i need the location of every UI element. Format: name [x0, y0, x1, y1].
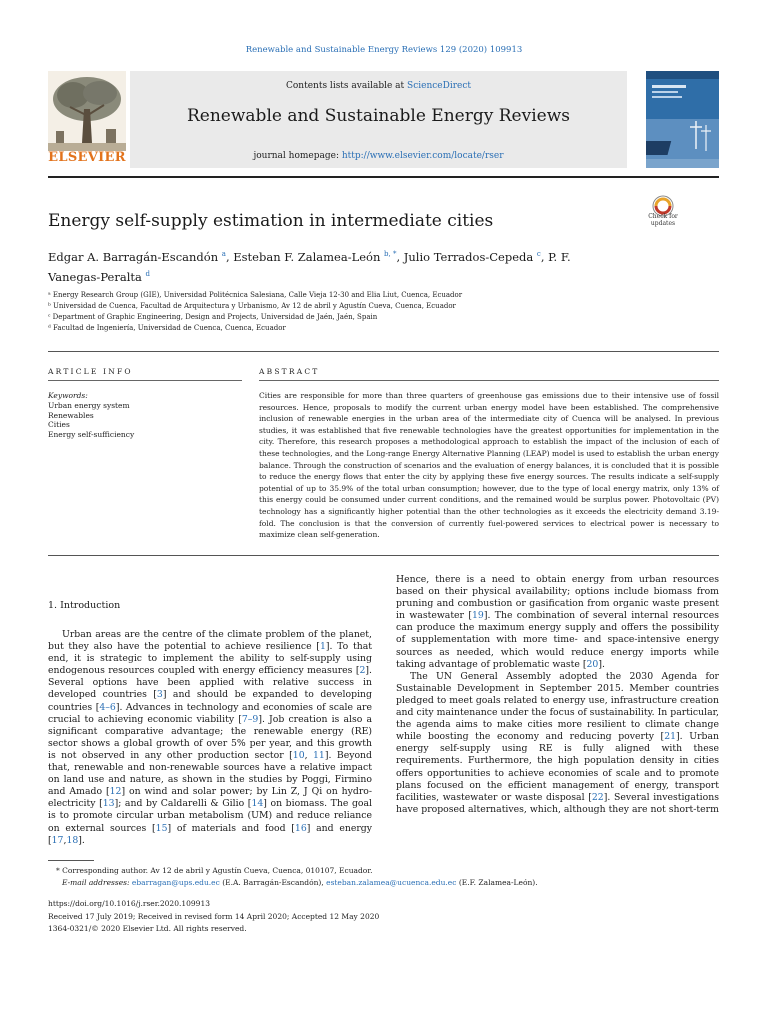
email-owner: (E.F. Zalamea-León).: [456, 878, 538, 887]
body-paragraph: Urban areas are the centre of the climate problem of the planet, but they also have the potential to achieve resilience [1]. To that end, it is strategic to implement the ability to self-supply using endogenous resources coupled with energy efficiency measures [2]. Several options have been applied with relative success in developed countries [3] and should be expanded to developing countries [4–6]. Advances in technology and economies of scale are crucial to achieving economic viability [7–9]. Job creation is also a significant comparative advantage; the renewable energy (RE) sector shows a global growth of over 5% per year, and this growth is not observed in any other production sector [10, 11]. Beyond that, renewable and non-renewable sources have a relative impact on land use and nature, as shown in the studies by Poggi, Firmino and Amado [12] on wind and solar power; by Lin Z, J Qi on hydro-electricity [13]; and by Caldarelli & Gilio [14] on biomass. The goal is to promote circular urban metabolism (UM) and reduce reliance on external sources [15] of materials and food [16] and energy [17,18].: [48, 629, 373, 846]
keyword-item: Renewables: [48, 410, 94, 420]
author-affiliation-marker[interactable]: a: [221, 250, 226, 258]
author-name[interactable]: Edgar A. Barragán-Escandón: [48, 249, 219, 264]
journal-title: Renewable and Sustainable Energy Reviews: [187, 106, 570, 126]
section-heading-introduction: 1. Introduction: [48, 600, 121, 611]
article-title: Energy self-supply estimation in intermediate cities: [48, 211, 494, 231]
abstract-rule: [259, 380, 719, 381]
body-paragraph: Hence, there is a need to obtain energy from urban resources based on their physical availability; options include biomass from pruning and combustion or gasification from organic waste present in wastewater [19]. The combination of several internal resources can produce the maximum energy supply and offers the possibility of supplementation with more time- and space-intensive energy sources as needed, which would reduce energy imports while taking advantage of problematic waste [20].: [396, 574, 719, 670]
journal-reference[interactable]: Renewable and Sustainable Energy Reviews 129 (2020) 109913: [245, 45, 523, 55]
affiliation-d: ᵈ Facultad de Ingeniería, Universidad de Cuenca, Cuenca, Ecuador: [48, 324, 286, 332]
email-link[interactable]: ebarragan@ups.edu.ec: [131, 878, 220, 887]
affiliation-b: ᵇ Universidad de Cuenca, Facultad de Arquitectura y Urbanismo, Av 12 de abril y Agustín Cueva, Cuenca, Ecuador: [48, 302, 456, 310]
publisher-logo-text: ELSEVIER: [48, 150, 126, 165]
keyword-item: Cities: [48, 420, 70, 430]
homepage-link[interactable]: http://www.elsevier.com/locate/rser: [341, 151, 504, 161]
abstract-bottom-divider: [48, 555, 719, 556]
copyright-line: 1364-0321/© 2020 Elsevier Ltd. All rights reserved.: [48, 924, 247, 933]
contents-available-line: [130, 81, 627, 91]
author-name[interactable]: Julio Terrados-Cepeda: [403, 249, 534, 264]
body-column-right: [396, 574, 719, 816]
check-for-updates-label[interactable]: [640, 213, 686, 227]
email-link[interactable]: esteban.zalamea@ucuenca.edu.ec: [326, 878, 457, 887]
received-dates: Received 17 July 2019; Received in revised form 14 April 2020; Accepted 12 May 2020: [48, 912, 380, 921]
body-column-left: [48, 629, 372, 847]
author-affiliation-marker[interactable]: c: [536, 250, 541, 258]
corresponding-author-note: * Corresponding author. Av 12 de abril y Agustín Cueva, Cuenca, 010107, Ecuador.: [56, 866, 373, 875]
keywords-label: Keywords:: [48, 391, 88, 400]
affiliation-c: ᶜ Department of Graphic Engineering, Design and Projects, Universidad de Jaén, Jaén, Spain: [48, 313, 378, 321]
article-info-rule: [48, 380, 242, 381]
section-divider: [48, 351, 719, 352]
author-name[interactable]: Esteban F. Zalamea-León: [233, 249, 381, 264]
sciencedirect-link[interactable]: ScienceDirect: [407, 81, 471, 91]
journal-homepage-line: [130, 151, 627, 161]
keyword-item: Energy self-sufficiency: [48, 430, 135, 440]
abstract-heading: ABSTRACT: [259, 367, 320, 376]
article-info-heading: ARTICLE INFO: [48, 367, 133, 376]
footnote-rule: [48, 860, 94, 861]
affiliation-a: ᵃ Energy Research Group (GIE), Universidad Politécnica Salesiana, Calle Vieja 12-30 and Elia Liut, Cuenca, Ecuador: [48, 291, 463, 299]
email-label: E-mail addresses:: [62, 878, 132, 887]
author-name[interactable]: P. F. Vanegas-Peralta: [48, 249, 571, 284]
email-owner: (E.A. Barragán-Escandón),: [219, 878, 327, 887]
author-affiliation-marker[interactable]: d: [145, 269, 150, 278]
body-paragraph: The UN General Assembly adopted the 2030 Agenda for Sustainable Development in September 2015. Member countries pledged to meet goals related to energy use, infrastructure creation and city maintenance under the focus of sustainability. In particular, the agenda aims to make cities more resilient to climate change while boosting the economy and reducing poverty [21]. Urban energy self-supply using RE is fully aligned with these requirements. Furthermore, the high population density in cities offers opportunities to achieve economies of scale and to promote plans focused on the efficient management of energy, transport facilities, wastewater or waste disposal [22]. Several investigations have proposed alternatives, which, although they are not short-term: [396, 670, 719, 815]
badge-line-1: Check for: [648, 213, 678, 220]
badge-line-2: updates: [650, 220, 676, 227]
email-addresses-line: [62, 878, 742, 887]
author-list: Edgar A. Barragán-Escandón $^a$, Esteban F. Zalamea-León $^{b, *}$, Julio Terrados-Cepeda $^c$, P. F. Vanegas-Peralta $^d$: [48, 249, 571, 284]
keywords-block: [48, 391, 238, 440]
keyword-item: Urban energy system: [48, 400, 130, 410]
homepage-label: journal homepage:: [253, 151, 342, 161]
author-affiliation-marker[interactable]: b, *: [384, 250, 397, 258]
contents-prefix: Contents lists available at: [286, 81, 408, 91]
header-divider: [48, 176, 719, 178]
doi-link[interactable]: https://doi.org/10.1016/j.rser.2020.109913: [48, 899, 210, 908]
journal-cover-image: [646, 71, 719, 168]
abstract-text: Cities are responsible for more than three quarters of greenhouse gas emissions due to their intensive use of fossil resources. Hence, proposals to modify the current urban energy model have been established. The comprehensive inclusion of renewable energies in the urban area of the intermediate city of Cuenca will be analysed. In previous studies, it was established that five renewable technologies have the greatest opportunities for implementation in the city. Therefore, this research proposes a methodological approach to establish the impact of the inclusion of each of these technologies, and the Long-range Energy Alternative Planning (LEAP) model is used to establish the urban energy balance. Through the construction of scenarios and the evaluation of energy balances, it is concluded that it is possible to reduce the energy flows that enter the city by applying these five energy sources. The results indicate a self-supply potential of up to 35.9% of the total urban consumption; however, due to the type of local energy matrix, only 13% of this energy could be consumed under current conditions, and the remained would be surplus power. Photovoltaic (PV) technology has a significantly higher potential than the other technologies as it exceeds the electricity demand 3.19-fold. The conclusion is that the conversion of currently fuel-powered services to electrical power is necessary to maximize clean self-generation.: [259, 391, 719, 540]
